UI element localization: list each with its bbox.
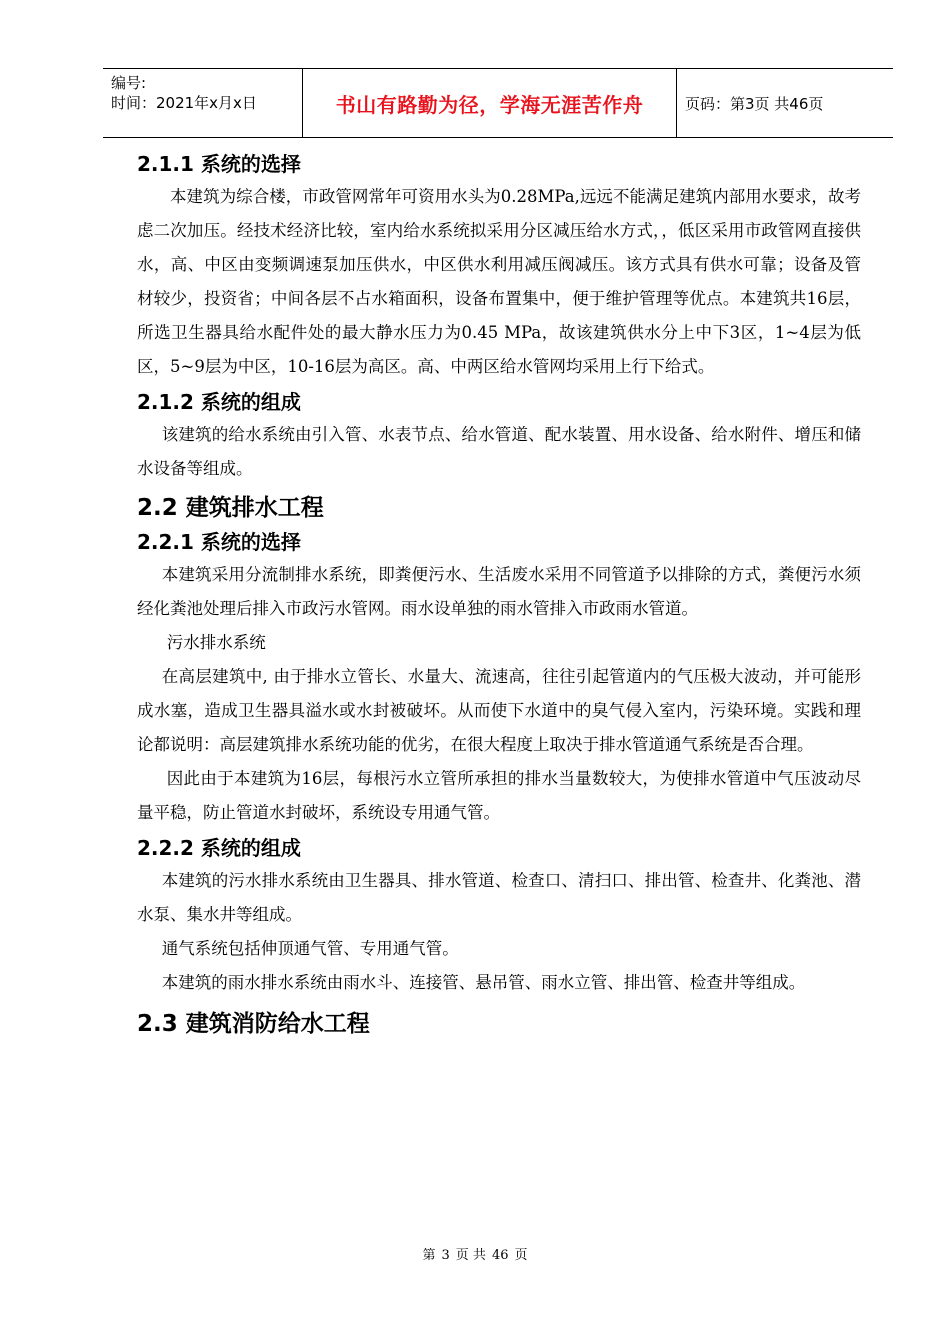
date-label: 时间：2021年x月x日 bbox=[111, 94, 257, 112]
footer-suffix: 页 bbox=[514, 1248, 528, 1263]
paragraph: 本建筑采用分流制排水系统，即粪便污水、生活废水采用不同管道予以排除的方式，粪便污水须经化粪池处理后排入市政污水管网。雨水设单独的雨水管排入市政雨水管道。 bbox=[137, 565, 861, 618]
footer-total-pages: 46 bbox=[491, 1248, 509, 1263]
paragraph: 该建筑的给水系统由引入管、水表节点、给水管道、配水装置、用水设备、给水附件、增压和储水设备等组成。 bbox=[137, 425, 861, 478]
footer-prefix: 第 bbox=[422, 1248, 436, 1263]
section-heading-2-1-2: 2.1.2 系统的组成 bbox=[137, 390, 301, 414]
section-heading-2-2-2: 2.2.2 系统的组成 bbox=[137, 836, 301, 860]
header-page-label: 页码：第3页 共46页 bbox=[685, 94, 824, 113]
section-heading-2-2-1: 2.2.1 系统的选择 bbox=[137, 530, 301, 554]
footer-mid: 页 共 bbox=[455, 1248, 486, 1263]
page-header bbox=[103, 68, 893, 138]
section-heading-2-2: 2.2 建筑排水工程 bbox=[137, 495, 324, 521]
paragraph: 本建筑为综合楼，市政管网常年可资用水头为0.28MPa,远远不能满足建筑内部用水要求，故考虑二次加压。经技术经济比较，室内给水系统拟采用分区减压给水方式，，低区采用市政管网直接供水，高、中区由变频调速泵加压供水，中区供水利用减压阀减压。该方式具有供水可靠；设备及管材较少，投资省；中间各层不占水箱面积，设备布置集中，便于维护管理等优点。本建筑共16层，所选卫生器具给水配件处的最大静水压力为0.45 MPa，故该建筑供水分上中下3区，1~4层为低区，5~9层为中区，10-16层为高区。高、中两区给水管网均采用上行下给式。 bbox=[137, 187, 861, 376]
serial-label: 编号: bbox=[111, 74, 147, 92]
document-body bbox=[137, 152, 861, 1038]
page-footer bbox=[0, 1244, 950, 1263]
paragraph: 污水排水系统 bbox=[166, 633, 266, 652]
paragraph: 在高层建筑中, 由于排水立管长、水量大、流速高，往往引起管道内的气压极大波动，并可能形成水塞，造成卫生器具溢水或水封被破坏。从而使下水道中的臭气侵入室内，污染环境。实践和理论都说明：高层建筑排水系统功能的优劣，在很大程度上取决于排水管道通气系统是否合理。 bbox=[137, 667, 861, 754]
paragraph: 本建筑的污水排水系统由卫生器具、排水管道、检查口、清扫口、排出管、检查井、化粪池、潜水泵、集水井等组成。 bbox=[137, 871, 861, 924]
header-motto: 书山有路勤为径，学海无涯苦作舟 bbox=[303, 69, 677, 137]
paragraph: 因此由于本建筑为16层，每根污水立管所承担的排水当量数较大，为使排水管道中气压波动尽量平稳，防止管道水封破坏，系统设专用通气管。 bbox=[137, 769, 861, 822]
footer-page-number: 3 bbox=[441, 1248, 450, 1263]
section-heading-2-1-1: 2.1.1 系统的选择 bbox=[137, 152, 301, 176]
paragraph: 本建筑的雨水排水系统由雨水斗、连接管、悬吊管、雨水立管、排出管、检查井等组成。 bbox=[161, 973, 806, 992]
header-meta bbox=[103, 69, 303, 137]
paragraph: 通气系统包括伸顶通气管、专用通气管。 bbox=[161, 939, 459, 958]
section-heading-2-3: 2.3 建筑消防给水工程 bbox=[137, 1011, 370, 1037]
